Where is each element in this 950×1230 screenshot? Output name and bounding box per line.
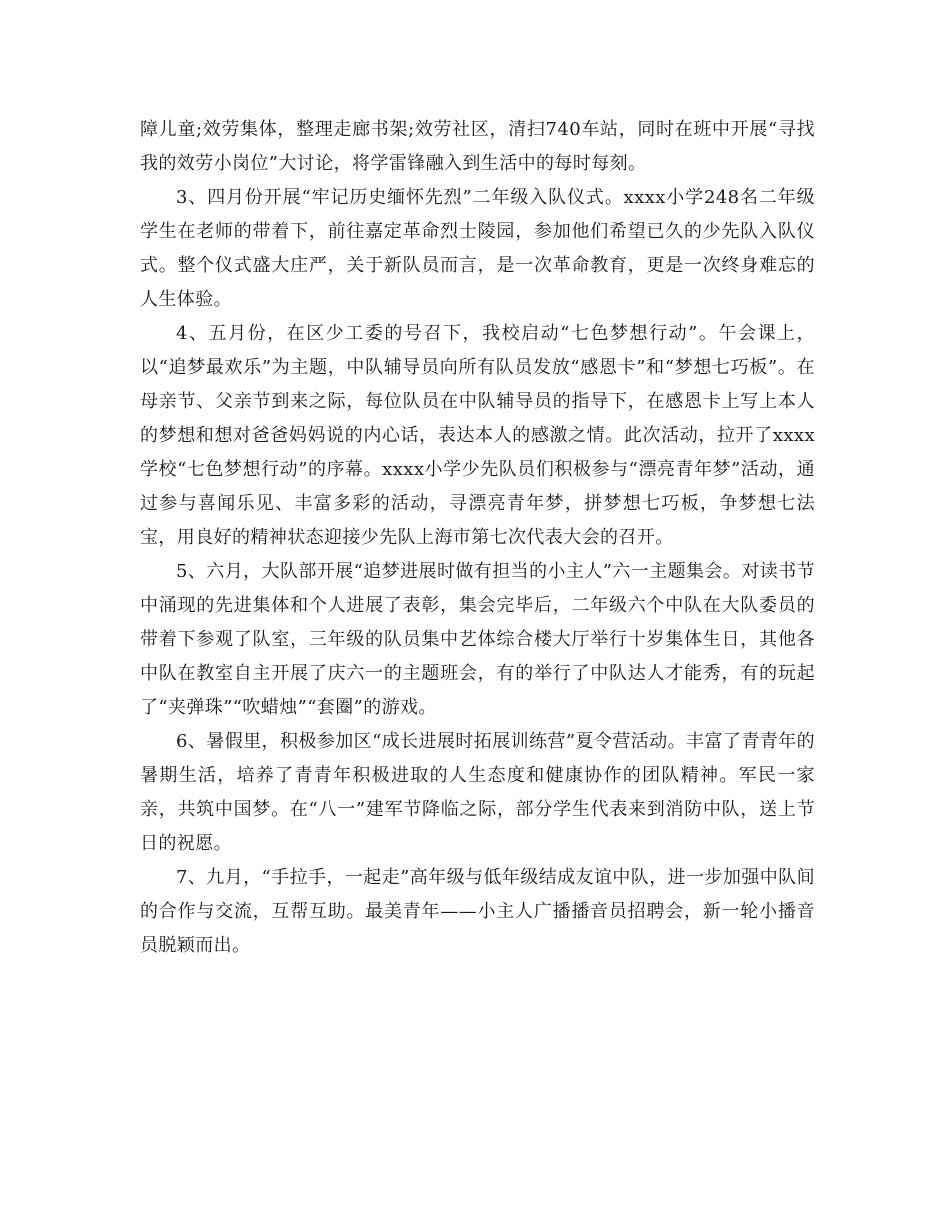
paragraph-may-dream-action: 4、五月份，在区少工委的号召下，我校启动“七色梦想行动”。午会课上，以“追梦最欢乐”为主题，中队辅导员向所有队员发放“感恩卡”和“梦想七巧板”。在母亲节、父亲节到来之际，每位队员在中队辅导员的指导下，在感恩卡上写上本人的梦想和想对爸爸妈妈说的内心话，表达本人的感激之情。此次活动，拉开了xxxx学校“七色梦想行动”的序幕。xxxx小学少先队员们积极参与“漂亮青年梦”活动，通过参与喜闻乐见、丰富多彩的活动，寻漂亮青年梦，拼梦想七巧板，争梦想七法宝，用良好的精神状态迎接少先队上海市第七次代表大会的召开。 — [140, 323, 815, 548]
document-body — [140, 113, 815, 963]
paragraph-continuation: 障儿童;效劳集体，整理走廊书架;效劳社区，清扫740车站，同时在班中开展“寻找我的效劳小岗位”大讨论，将学雷锋融入到生活中的每时每刻。 — [140, 119, 815, 174]
paragraph-summer-camp: 6、暑假里，积极参加区“成长进展时拓展训练营”夏令营活动。丰富了青青年的暑期生活，培养了青青年积极进取的人生态度和健康协作的团队精神。军民一家亲，共筑中国梦。在“八一”建军节降临之际，部分学生代表来到消防中队，送上节日的祝愿。 — [140, 731, 815, 854]
paragraph-september-friendship: 7、九月，“手拉手，一起走”高年级与低年级结成友谊中队，进一步加强中队间的合作与交流，互帮互助。最美青年——小主人广播播音员招聘会，新一轮小播音员脱颖而出。 — [140, 867, 815, 956]
paragraph-april-ceremony: 3、四月份开展“牢记历史缅怀先烈”二年级入队仪式。xxxx小学248名二年级学生在老师的带着下，前往嘉定革命烈士陵园，参加他们希望已久的少先队入队仪式。整个仪式盛大庄严，关于新队员而言，是一次革命教育，更是一次终身难忘的人生体验。 — [140, 187, 815, 310]
paragraph-june-assembly: 5、六月，大队部开展“追梦进展时做有担当的小主人”六一主题集会。对读书节中涌现的先进集体和个人进展了表彰，集会完毕后，二年级六个中队在大队委员的带着下参观了队室，三年级的队员集中艺体综合楼大厅举行十岁集体生日，其他各中队在教室自主开展了庆六一的主题班会，有的举行了中队达人才能秀，有的玩起了“夹弹珠”“吹蜡烛”“套圈”的游戏。 — [140, 561, 815, 718]
